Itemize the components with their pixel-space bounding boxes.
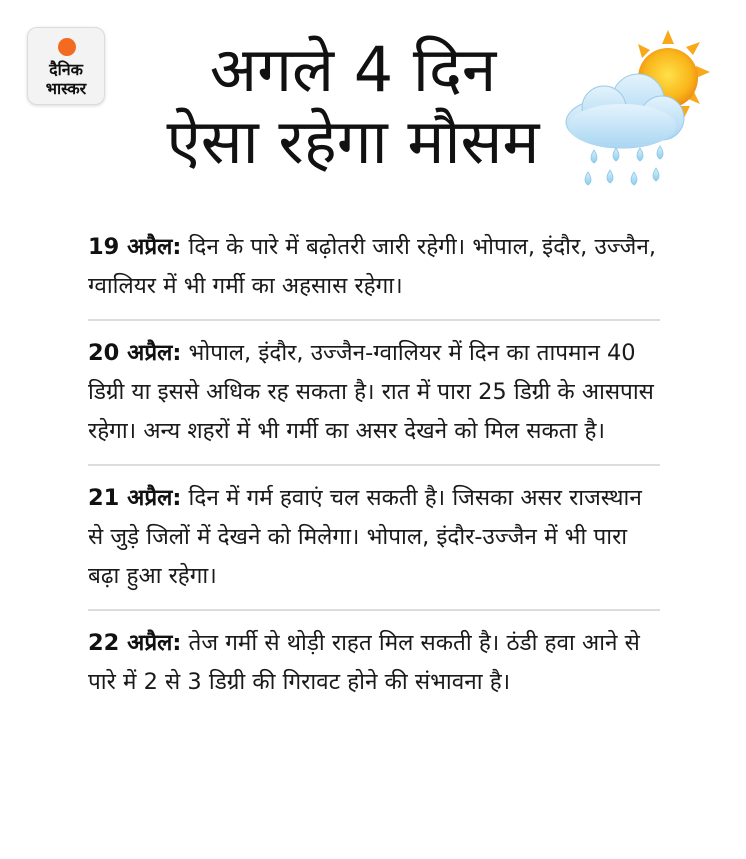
forecast-text: भोपाल, इंदौर, उज्जैन-ग्वालियर में दिन का तापमान 40 डिग्री या इससे अधिक रह सकता है। रात में पारा 25 डिग्री के आसपास रहेगा। अन्य शहरों में भी गर्मी का असर देखने को मिल सकता है। bbox=[88, 340, 654, 444]
forecast-date: 20 अप्रैल: bbox=[88, 340, 182, 366]
page-title bbox=[118, 34, 588, 178]
forecast-text: दिन में गर्म हवाएं चल सकती है। जिसका असर राजस्थान से जुड़े जिलों में देखने को मिलेगा। भोपाल, इंदौर-उज्जैन में भी पारा बढ़ा हुआ रहेगा। bbox=[88, 485, 642, 589]
forecast-date: 21 अप्रैल: bbox=[88, 485, 182, 511]
forecast-date: 19 अप्रैल: bbox=[88, 234, 182, 260]
forecast-item bbox=[88, 624, 660, 702]
forecast-list bbox=[88, 228, 660, 702]
forecast-date: 22 अप्रैल: bbox=[88, 630, 182, 656]
forecast-item bbox=[88, 479, 660, 596]
title-line1: अगले 4 दिन bbox=[209, 33, 497, 106]
sun-cloud-rain-icon bbox=[560, 22, 730, 202]
dainik-bhaskar-logo bbox=[27, 27, 105, 105]
forecast-text: दिन के पारे में बढ़ोतरी जारी रहेगी। भोपाल, इंदौर, उज्जैन, ग्वालियर में भी गर्मी का अहसास रहेगा। bbox=[88, 234, 657, 299]
title-line2: ऐसा रहेगा मौसम bbox=[166, 105, 540, 178]
logo-text-line2: भास्कर bbox=[45, 79, 87, 98]
forecast-item bbox=[88, 334, 660, 451]
logo-sun-icon bbox=[58, 38, 76, 56]
divider bbox=[88, 609, 660, 611]
logo-text-line1: दैनिक bbox=[49, 60, 83, 79]
forecast-item bbox=[88, 228, 660, 306]
forecast-text: तेज गर्मी से थोड़ी राहत मिल सकती है। ठंडी हवा आने से पारे में 2 से 3 डिग्री की गिरावट होने की संभावना है। bbox=[88, 630, 640, 695]
divider bbox=[88, 464, 660, 466]
divider bbox=[88, 319, 660, 321]
